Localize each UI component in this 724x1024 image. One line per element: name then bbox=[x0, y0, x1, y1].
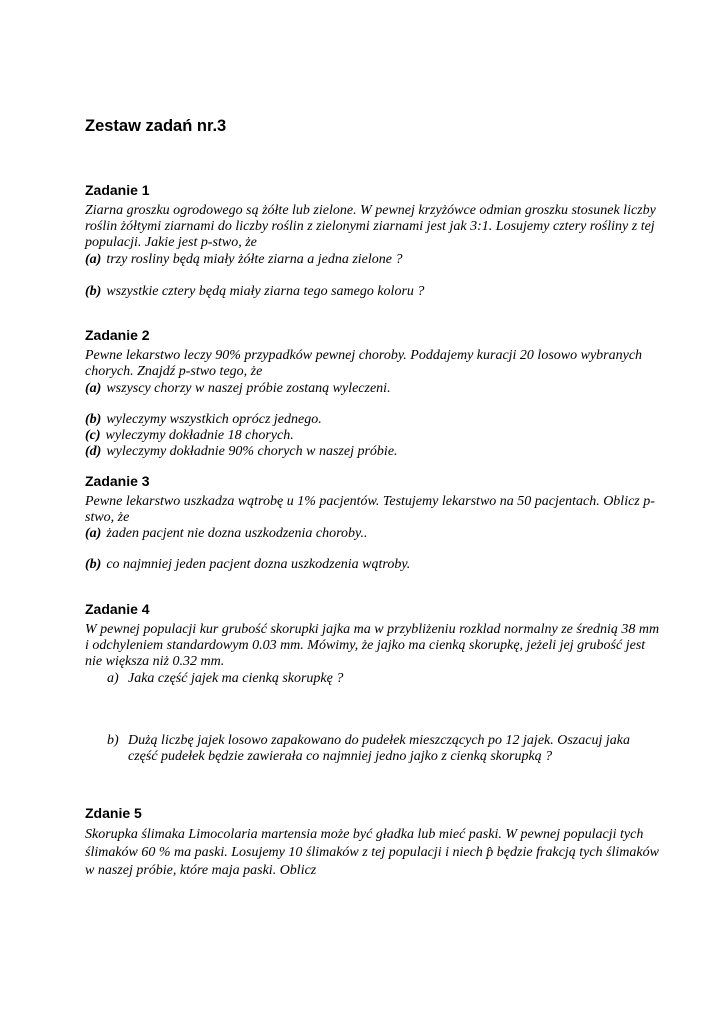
task-2-item-d bbox=[85, 444, 665, 460]
task-2-heading: Zadanie 2 bbox=[85, 327, 150, 343]
document-title: Zestaw zadań nr.3 bbox=[85, 117, 227, 135]
item-text: co najmniej jeden pacjent dozna uszkodzenia wątroby. bbox=[106, 557, 411, 572]
item-label: (a) bbox=[85, 252, 102, 267]
item-text: trzy rosliny będą miały żółte ziarna a jedna zielone ? bbox=[106, 252, 403, 267]
task-5-text: Skorupka ślimaka Limocolaria martensia może być gładka lub mieć paski. W pewnej populacji tych ślimaków 60 % ma paski. Losujemy 10 ślimaków z tej populacji i niech p̂ będzie frakcją tych ślimaków w naszej próbie, które maja paski. Oblicz bbox=[85, 827, 659, 878]
task-4-text: W pewnej populacji kur grubość skorupki jajka ma w przybliżeniu rozklad normalny ze średnią 38 mm i odchyleniem standardowym 0.03 mm. Mówimy, że jajko ma cienką skorupkę, jeżeli jej grubość jest nie większa niż 0.32 mm. bbox=[85, 622, 660, 669]
task-3-item-b bbox=[85, 557, 665, 573]
task-3-item-a bbox=[85, 526, 665, 542]
item-label: (b) bbox=[85, 284, 102, 299]
item-text: żaden pacjent nie dozna uszkodzenia choroby.. bbox=[106, 526, 368, 541]
task-1-text: Ziarna groszku ogrodowego są żółte lub zielone. W pewnej krzyżówce odmian groszku stosunek liczby roślin żółtymi ziarnami do liczby roślin z zielonymi ziarnami jest jak 3:1. Losujemy cztery rośliny z tej populacji. Jakie jest p-stwo, że bbox=[85, 203, 656, 250]
item-label: (d) bbox=[85, 444, 102, 459]
item-label: a) bbox=[107, 671, 119, 686]
item-text: wszyscy chorzy w naszej próbie zostaną wyleczeni. bbox=[106, 381, 391, 396]
task-4-heading: Zadanie 4 bbox=[85, 601, 150, 617]
task-2-text: Pewne lekarstwo leczy 90% przypadków pewnej choroby. Poddajemy kuracji 20 losowo wybranych chorych. Znajdź p-stwo tego, że bbox=[85, 348, 643, 379]
task-2-item-c bbox=[85, 428, 665, 444]
task-2-item-a bbox=[85, 381, 665, 397]
item-text: Jaka część jajek ma cienką skorupkę ? bbox=[128, 671, 344, 686]
item-label: (a) bbox=[85, 381, 102, 396]
item-label: (b) bbox=[85, 412, 102, 427]
item-text: wyleczymy wszystkich oprócz jednego. bbox=[106, 412, 322, 427]
task-3-heading: Zadanie 3 bbox=[85, 473, 150, 489]
task-3-text: Pewne lekarstwo uszkadza wątrobę u 1% pacjentów. Testujemy lekarstwo na 50 pacjentach. Oblicz p-stwo, że bbox=[85, 494, 655, 525]
item-text: wszystkie cztery będą miały ziarna tego samego koloru ? bbox=[106, 284, 425, 299]
item-label: (c) bbox=[85, 428, 101, 443]
task-1-item-b bbox=[85, 284, 665, 300]
item-text: Dużą liczbę jajek losowo zapakowano do pudełek mieszczących po 12 jajek. Oszacuj jaka część pudełek będzie zawierała co najmniej jedno jajko z cienką skorupką ? bbox=[128, 733, 630, 764]
item-text: wyleczymy dokładnie 90% chorych w naszej próbie. bbox=[106, 444, 398, 459]
task-4-item-b bbox=[107, 733, 662, 765]
item-label: (b) bbox=[85, 557, 102, 572]
task-1-item-a bbox=[85, 252, 665, 268]
item-text: wyleczymy dokładnie 18 chorych. bbox=[105, 428, 294, 443]
task-2-item-b bbox=[85, 412, 665, 428]
task-4-item-a bbox=[107, 671, 662, 687]
task-1-heading: Zadanie 1 bbox=[85, 182, 150, 198]
item-label: (a) bbox=[85, 526, 102, 541]
task-5-heading: Zdanie 5 bbox=[85, 805, 142, 821]
item-label: b) bbox=[107, 733, 119, 748]
